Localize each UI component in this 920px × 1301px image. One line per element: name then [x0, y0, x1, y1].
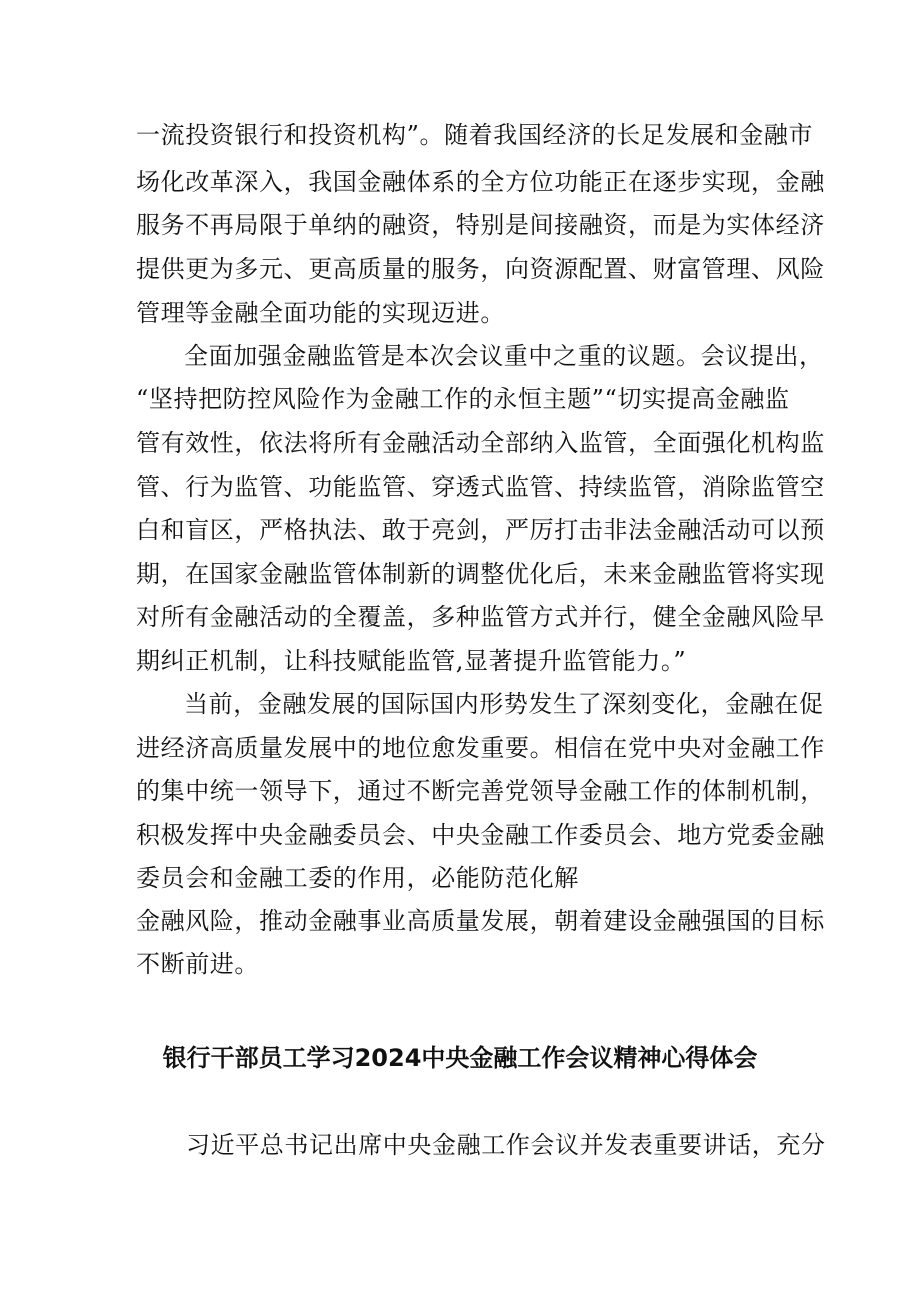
paragraph-line: “坚持把防控风险作为金融工作的永恒主题”“切实提高金融监 — [136, 385, 790, 413]
paragraph-line: 管理等金融全面功能的实现迈进。 — [136, 299, 505, 327]
paragraph-line: 白和盲区，严格执法、敢于亮剑，严厉打击非法金融活动可以预 — [136, 516, 825, 544]
paragraph-line: 管有效性，依法将所有金融活动全部纳入监管，全面强化机构监 — [136, 429, 825, 457]
paragraph-line: 金融风险，推动金融事业高质量发展，朝着建设金融强国的目标 — [136, 907, 825, 935]
paragraph-line: 委员会和金融工委的作用，必能防范化解 — [136, 864, 579, 892]
paragraph-line: 全面加强金融监管是本次会议重中之重的议题。会议提出， — [184, 342, 824, 370]
paragraph-line: 一流投资银行和投资机构”。随着我国经济的长足发展和金融市 — [136, 121, 814, 149]
paragraph-line: 不断前进。 — [136, 950, 259, 978]
paragraph-line: 期，在国家金融监管体制新的调整优化后，未来金融监管将实现 — [136, 560, 825, 588]
paragraph-line: 进经济高质量发展中的地位愈发重要。相信在党中央对金融工作 — [136, 734, 825, 762]
paragraph-line: 场化改革深入，我国金融体系的全方位功能正在逐步实现，金融 — [136, 168, 825, 196]
paragraph-line: 的集中统一领导下，通过不断完善党领导金融工作的体制机制， — [136, 777, 825, 805]
paragraph-line: 习近平总书记出席中央金融工作会议并发表重要讲话，充分 — [186, 1131, 826, 1159]
paragraph-line: 管、行为监管、功能监管、穿透式监管、持续监管，消除监管空 — [136, 473, 825, 501]
paragraph-line: 对所有金融活动的全覆盖，多种监管方式并行，健全金融风险早 — [136, 603, 825, 631]
paragraph-line: 积极发挥中央金融委员会、中央金融工作委员会、地方党委金融 — [136, 821, 825, 849]
paragraph-line: 期纠正机制，让科技赋能监管,显著提升监管能力。” — [136, 647, 687, 675]
section-title: 银行干部员工学习2024中央金融工作会议精神心得体会 — [162, 1044, 758, 1072]
paragraph-line: 当前，金融发展的国际国内形势发生了深刻变化，金融在促 — [184, 690, 824, 718]
paragraph-line: 提供更为多元、更高质量的服务，向资源配置、财富管理、风险 — [136, 255, 825, 283]
paragraph-line: 服务不再局限于单纳的融资，特别是间接融资，而是为实体经济 — [136, 211, 825, 239]
